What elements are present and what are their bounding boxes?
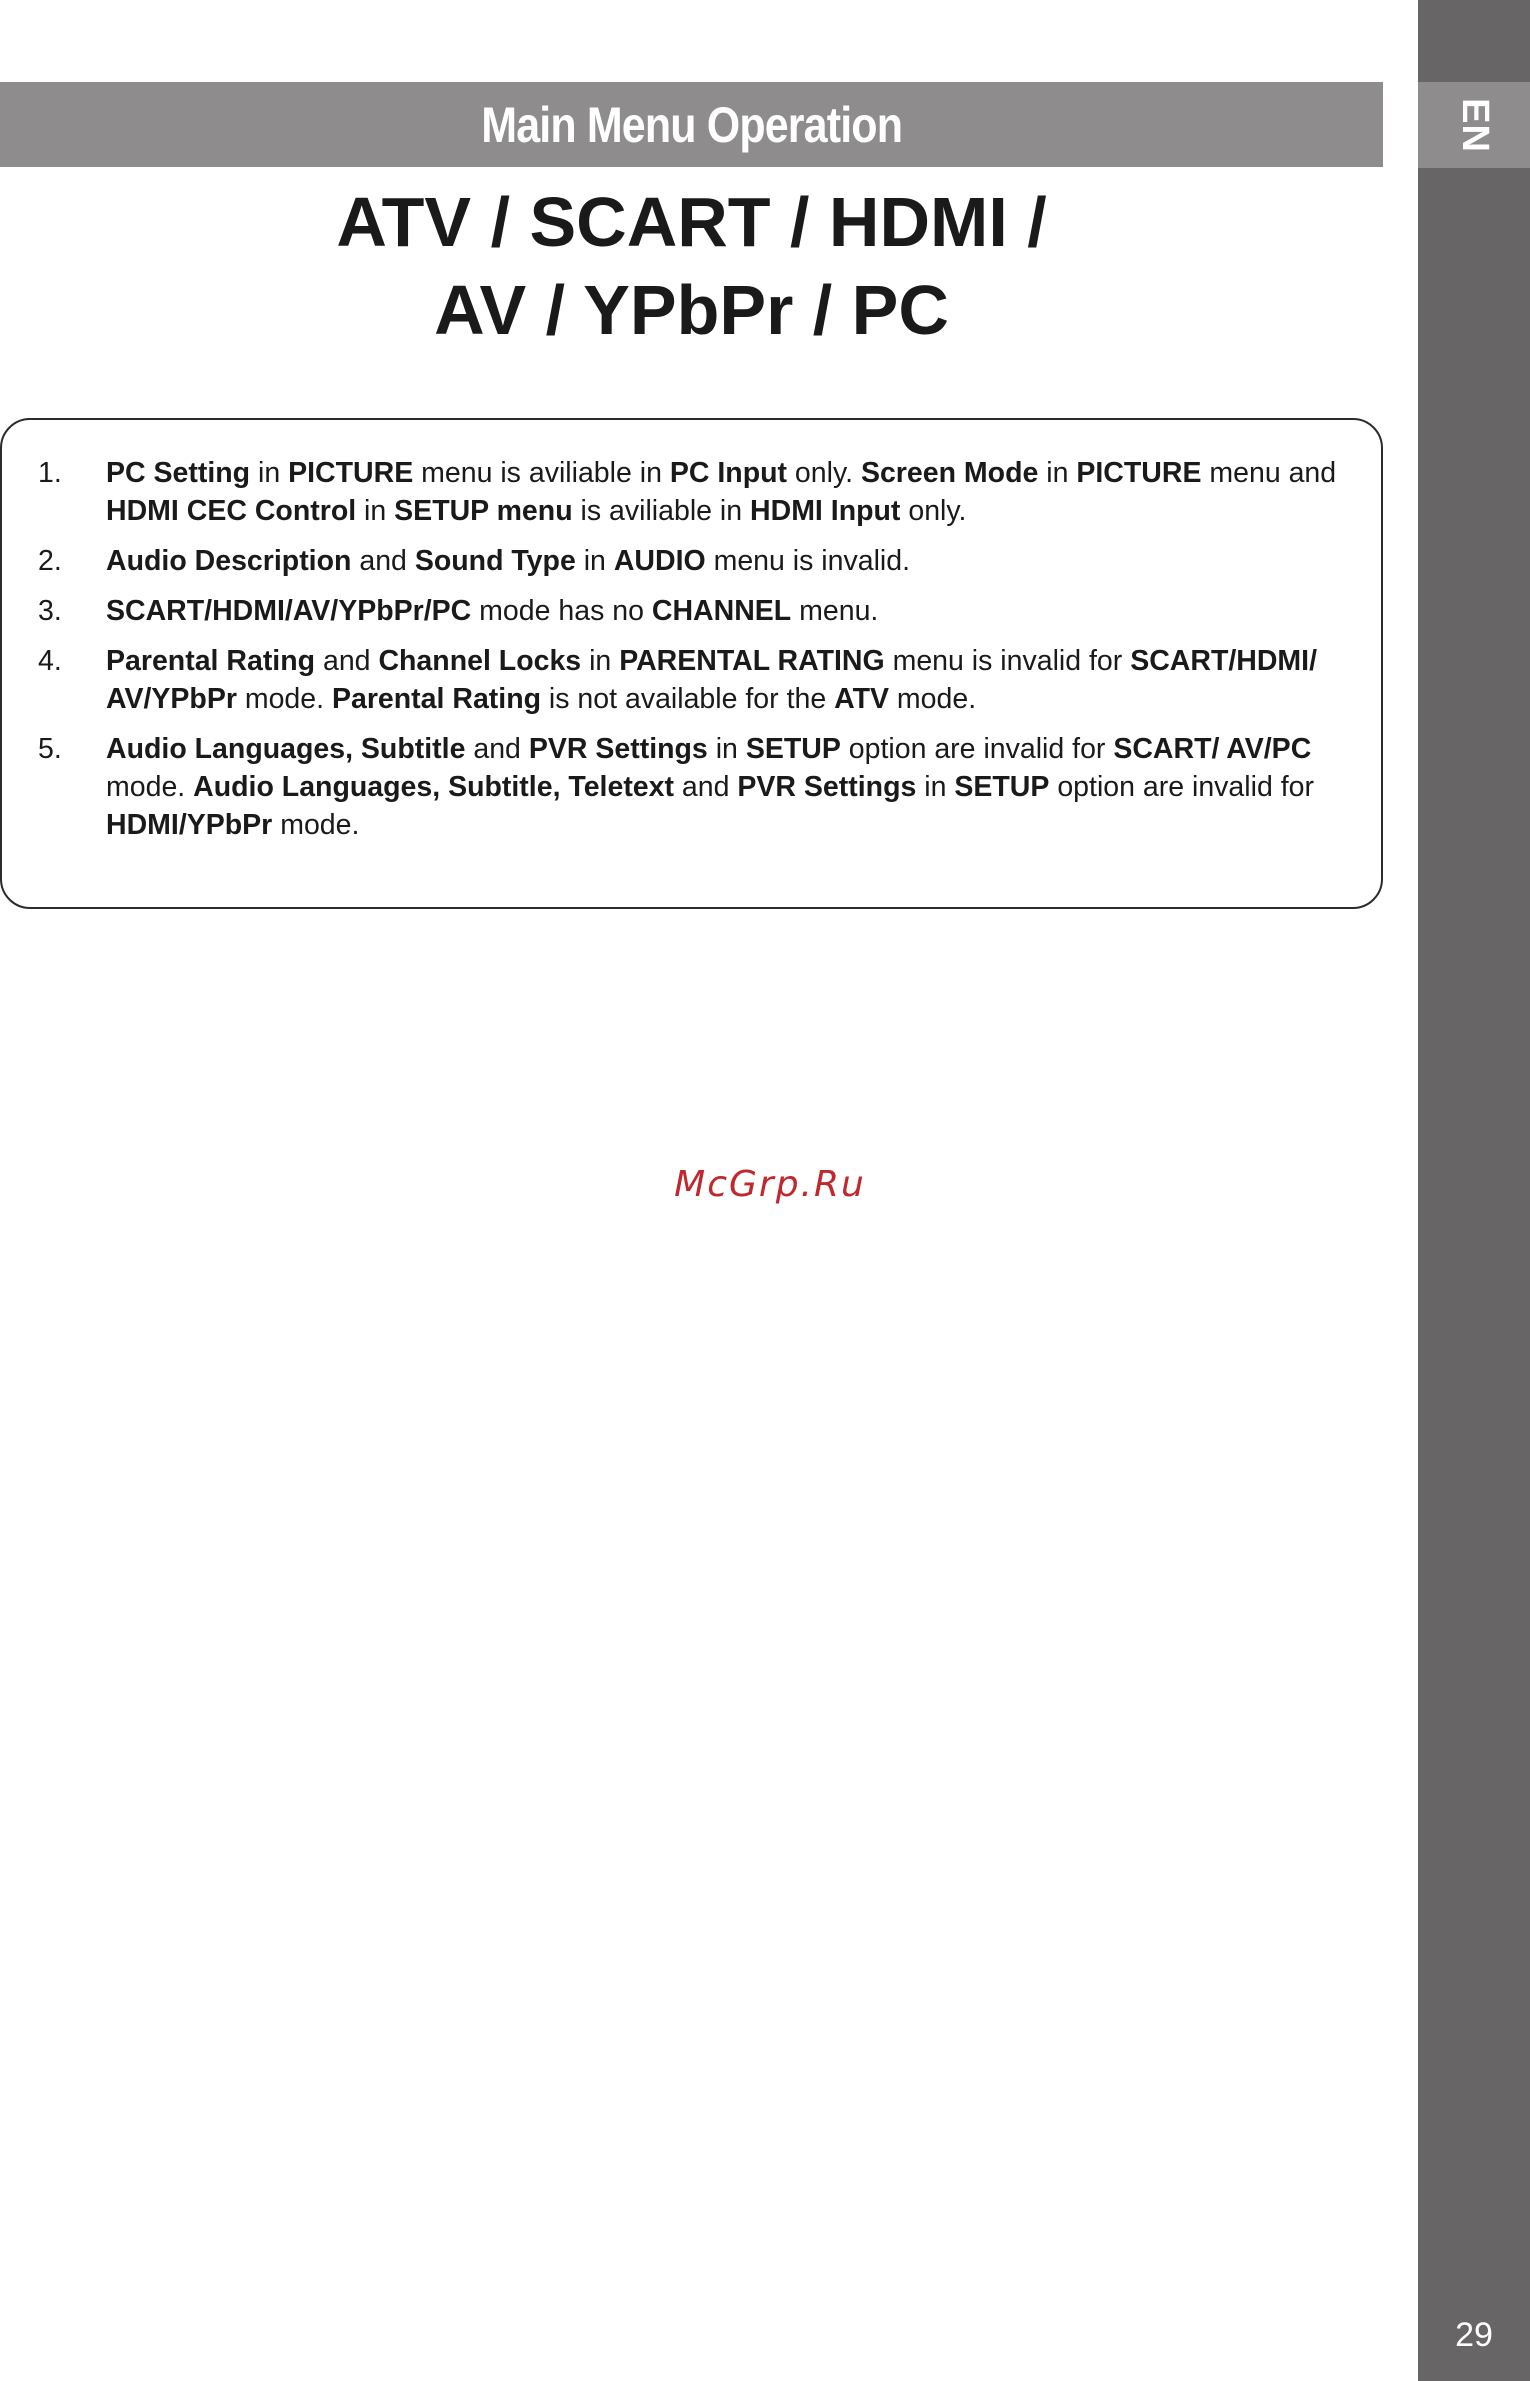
note-phrase: in	[356, 495, 395, 527]
page-title-line-2: AV / YPbPr / PC	[434, 271, 949, 349]
note-item	[38, 592, 1358, 630]
note-text	[106, 730, 1358, 844]
note-phrase: menu is invalid.	[705, 545, 911, 577]
note-item	[38, 730, 1358, 844]
note-phrase: and	[674, 771, 738, 803]
note-item	[38, 542, 1358, 580]
page-title-line-1: ATV / SCART / HDMI /	[336, 183, 1047, 261]
note-text	[106, 542, 1358, 580]
section-banner	[0, 82, 1383, 167]
note-phrase: mode.	[889, 683, 977, 715]
note-keyword: SETUP	[745, 733, 841, 765]
note-phrase: mode.	[106, 771, 194, 803]
note-phrase: mode.	[236, 683, 332, 715]
note-keyword: Parental Rating	[106, 645, 316, 677]
note-phrase: mode has no	[471, 595, 652, 627]
note-keyword: PC Input	[669, 457, 788, 489]
note-text	[106, 454, 1358, 530]
note-text	[106, 592, 1358, 630]
language-code: EN	[1453, 97, 1496, 153]
note-keyword: PC Setting	[106, 457, 251, 489]
language-label	[1418, 82, 1530, 168]
notes-box	[0, 418, 1383, 909]
note-phrase: option are invalid for	[1049, 771, 1314, 803]
note-phrase: in	[581, 645, 620, 677]
note-keyword: CHANNEL	[651, 595, 792, 627]
note-text	[106, 642, 1358, 718]
note-keyword: PICTURE	[1076, 457, 1202, 489]
note-phrase: mode.	[272, 809, 360, 841]
note-keyword: Screen Mode	[860, 457, 1039, 489]
note-number: 5.	[38, 733, 62, 765]
note-phrase: only.	[900, 495, 967, 527]
note-phrase: in	[916, 771, 955, 803]
note-number: 3.	[38, 595, 62, 627]
note-phrase: and	[351, 545, 415, 577]
note-number: 4.	[38, 645, 62, 677]
note-phrase: in	[575, 545, 614, 577]
note-keyword: Audio Languages, Subtitle, Teletext	[193, 771, 674, 803]
note-keyword: PVR Settings	[737, 771, 917, 803]
note-phrase: and	[315, 645, 379, 677]
note-keyword: SETUP	[954, 771, 1050, 803]
note-phrase: option are invalid for	[840, 733, 1114, 765]
notes-list	[38, 454, 1358, 856]
section-title: Main Menu Operation	[481, 96, 902, 153]
note-phrase: and	[465, 733, 529, 765]
note-phrase: only.	[787, 457, 861, 489]
note-keyword: AUDIO	[613, 545, 706, 577]
note-phrase: is not available for the	[541, 683, 835, 715]
note-keyword: ATV	[834, 683, 889, 715]
note-keyword: Parental Rating	[331, 683, 542, 715]
note-phrase: is aviliable in	[572, 495, 751, 527]
note-keyword: SCART/ AV/PC	[1113, 733, 1312, 765]
note-phrase: menu is invalid for	[884, 645, 1131, 677]
note-phrase: in	[707, 733, 746, 765]
note-keyword: HDMI CEC Control	[106, 495, 357, 527]
note-item	[38, 642, 1358, 718]
watermark-text: McGrp.Ru	[674, 1164, 866, 1205]
note-phrase: menu and	[1201, 457, 1337, 489]
note-keyword: Audio Languages, Subtitle	[106, 733, 466, 765]
note-number: 1.	[38, 457, 62, 489]
note-keyword: SETUP menu	[394, 495, 573, 527]
page-title	[0, 178, 1383, 354]
note-keyword: Audio Description	[106, 545, 352, 577]
note-keyword: HDMI Input	[750, 495, 901, 527]
note-phrase: in	[1038, 457, 1077, 489]
note-keyword: PVR Settings	[528, 733, 708, 765]
note-phrase: in	[250, 457, 289, 489]
note-keyword: Sound Type	[414, 545, 576, 577]
note-keyword: SCART/HDMI/AV/YPbPr/PC	[106, 595, 472, 627]
note-number: 2.	[38, 545, 62, 577]
note-keyword: PICTURE	[288, 457, 414, 489]
note-keyword: SCART/HDMI/ AV/YPbPr	[106, 645, 1318, 715]
note-keyword: Channel Locks	[378, 645, 582, 677]
note-phrase: menu is aviliable in	[413, 457, 670, 489]
note-phrase: menu.	[791, 595, 879, 627]
note-keyword: HDMI/YPbPr	[106, 809, 273, 841]
note-item	[38, 454, 1358, 530]
note-keyword: PARENTAL RATING	[619, 645, 885, 677]
page-number: 29	[1455, 2316, 1493, 2354]
